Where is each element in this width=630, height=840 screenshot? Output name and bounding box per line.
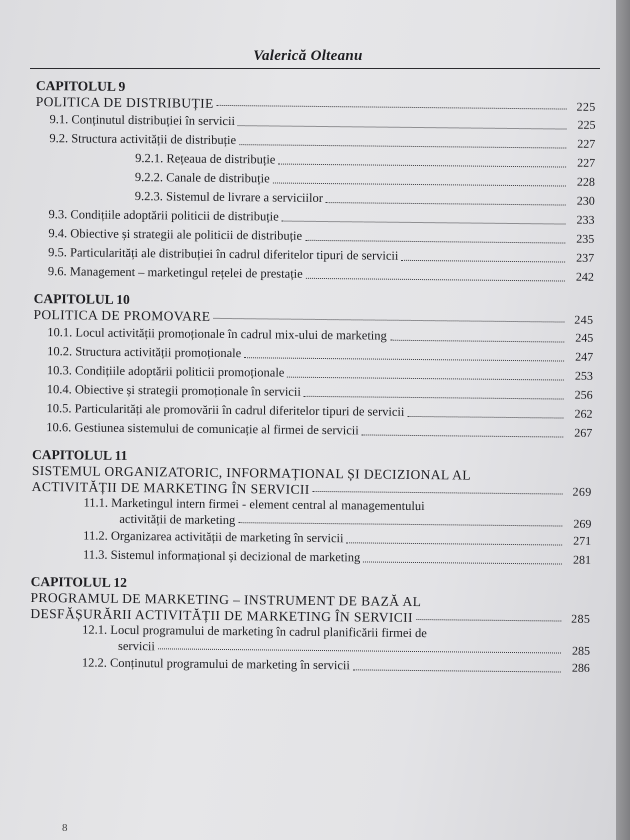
chapter-10	[32, 291, 593, 443]
leader-dots	[326, 202, 566, 206]
page-ref: 269	[573, 516, 592, 531]
entry-text: 9.3. Condițiile adoptării politicii de distribuție	[48, 207, 279, 224]
leader-dots	[244, 357, 564, 361]
entry-text: 9.4. Obiective și strategii ale politicii de distribuție	[48, 226, 303, 243]
chapter-label: CAPITOLUL 12	[30, 573, 127, 590]
leader-dots	[416, 619, 561, 622]
entry-text: 9.2.2. Canale de distribuție	[134, 170, 270, 186]
chapter-9	[34, 78, 596, 287]
page-ref: 228	[576, 174, 596, 189]
page-ref: 227	[577, 155, 596, 170]
entry-text: 10.5. Particularități ale promovării în cadrul diferitelor tipuri de servicii	[46, 401, 405, 419]
entry-text: 9.6. Management – marketingul rețelei de prestație	[47, 264, 303, 281]
page-ref: 271	[573, 533, 592, 548]
page-number: 8	[62, 822, 68, 834]
header-rule	[30, 68, 600, 69]
page-ref: 242	[575, 269, 595, 284]
chapter-title-line2: DESFĂȘURĂRII ACTIVITĂȚII DE MARKETING ÎN SERVICII	[30, 605, 414, 625]
table-of-contents	[30, 78, 596, 688]
book-edge	[616, 0, 630, 840]
page-ref: 237	[576, 250, 595, 265]
leader-dots	[362, 434, 564, 437]
page-ref: 256	[574, 387, 593, 402]
chapter-title-line1: SISTEMUL ORGANIZATORIC, INFORMAȚIONAL ȘI DECIZIONAL AL	[31, 462, 472, 483]
leader-dots	[346, 542, 562, 545]
entry-text: 10.6. Gestiunea sistemului de comunicație al firmei de servicii	[46, 420, 359, 438]
entry-text: 10.2. Structura activității promoționale	[47, 344, 242, 361]
leader-dots	[407, 416, 563, 419]
entry-text: 9.1. Conținutul distribuției în servicii	[49, 112, 236, 129]
leader-dots	[306, 278, 565, 282]
leader-dots	[217, 105, 567, 110]
entry-text: 10.3. Condițiile adoptării politicii promoționale	[46, 363, 285, 380]
running-header-author: Valerică Olteanu	[253, 48, 363, 64]
entry-text: 11.3. Sistemul informațional și decizional de marketing	[82, 547, 361, 565]
page-ref: 230	[576, 193, 595, 208]
leader-dots	[158, 648, 561, 653]
entry-text: 9.2. Structura activității de distribuție	[49, 131, 237, 148]
page-ref: 253	[574, 368, 593, 383]
page-ref: 225	[577, 117, 596, 132]
leader-dots	[278, 164, 566, 168]
entry-text: 9.5. Particularități ale distribuției în cadrul diferitelor tipuri de servicii	[48, 245, 399, 263]
leader-dots	[273, 182, 566, 186]
leader-dots	[304, 396, 564, 400]
page-ref: 285	[571, 611, 591, 626]
chapter-12	[30, 574, 591, 678]
leader-dots	[282, 221, 566, 225]
entry-text: activității de marketing	[119, 511, 236, 528]
leader-dots	[287, 377, 564, 381]
page-ref: 233	[576, 212, 595, 227]
leader-dots	[313, 491, 563, 495]
leader-dots	[213, 318, 564, 323]
entry-text: 12.1. Locul programului de marketing în cadrul planificării firmei de	[82, 622, 427, 641]
leader-dots	[238, 522, 562, 526]
entry-text: 12.2. Conținutul programului de marketing în servicii	[81, 655, 350, 673]
entry-text: 10.1. Locul activității promoționale în cadrul mix-ului de marketing	[47, 325, 387, 343]
page-ref: 235	[576, 231, 595, 246]
entry-text: 11.1. Marketingul intern firmei - element central al managementului	[83, 495, 425, 514]
leader-dots	[390, 340, 565, 343]
page-ref: 286	[571, 660, 590, 675]
leader-dots	[305, 240, 565, 244]
leader-dots	[363, 561, 562, 564]
chapter-title: POLITICA DE PROMOVARE	[33, 306, 211, 324]
entry-text: 10.4. Obiective și strategii promoționale în servicii	[46, 382, 301, 399]
chapter-title-line1: PROGRAMUL DE MARKETING – INSTRUMENT DE BAZĂ AL	[30, 589, 422, 610]
leader-dots	[401, 260, 565, 263]
page-ref: 225	[576, 99, 596, 114]
chapter-label: CAPITOLUL 9	[35, 78, 126, 94]
page-ref: 285	[571, 643, 591, 658]
chapter-title-line2: ACTIVITĂȚII DE MARKETING ÎN SERVICII	[31, 478, 310, 497]
chapter-label: CAPITOLUL 10	[33, 290, 130, 307]
entry-text: 9.2.3. Sistemul de livrare a serviciilor	[134, 189, 323, 206]
chapter-title: POLITICA DE DISTRIBUȚIE	[35, 93, 214, 111]
page-ref: 247	[575, 349, 594, 364]
leader-dots	[239, 144, 566, 148]
page-ref: 245	[575, 330, 594, 345]
page-ref: 227	[577, 136, 596, 151]
chapter-11	[31, 447, 592, 570]
entry-text: servicii	[117, 638, 155, 654]
page-ref: 262	[574, 406, 593, 421]
page-ref: 269	[572, 484, 592, 499]
leader-dots	[353, 669, 561, 672]
page-ref: 245	[574, 312, 594, 327]
chapter-label: CAPITOLUL 11	[31, 446, 128, 463]
leader-dots	[238, 125, 567, 129]
page-ref: 267	[574, 425, 593, 440]
page-ref: 281	[572, 552, 592, 567]
entry-text: 9.2.1. Rețeaua de distribuție	[135, 151, 276, 167]
entry-text: 11.2. Organizarea activității de marketing în servicii	[83, 528, 344, 546]
